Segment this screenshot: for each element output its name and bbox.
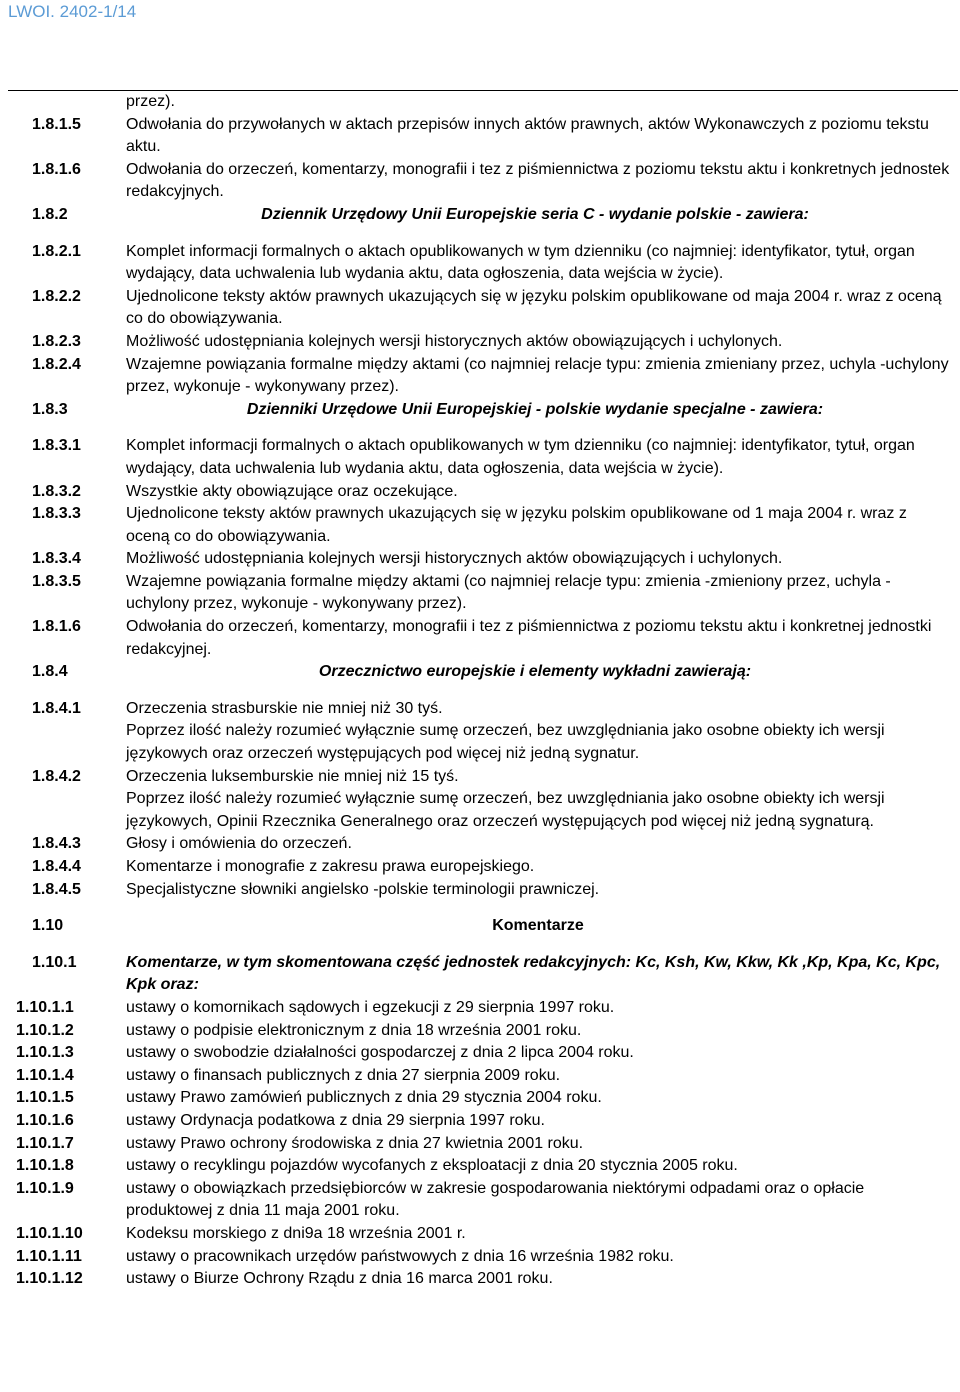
table-row bbox=[8, 503, 958, 548]
row-text: ustawy o finansach publicznych z dnia 27 sierpnia 2009 roku. bbox=[126, 1066, 561, 1084]
row-text: Głosy i omówienia do orzeczeń. bbox=[126, 835, 352, 853]
row-text: Komentarze, w tym skomentowana część jednostek redakcyjnych: Kc, Ksh, Kw, Kkw, Kk ,Kp, Kpa, Kc, Kpc, Kpk oraz: bbox=[126, 953, 941, 994]
row-text: przez). bbox=[126, 93, 175, 110]
row-text: Odwołania do przywołanych w aktach przepisów innych aktów prawnych, aktów Wykonawczych z poziomu tekstu aktu. bbox=[126, 115, 929, 156]
row-number: 1.8.2.4 bbox=[32, 355, 81, 373]
row-number: 1.10.1.11 bbox=[16, 1247, 82, 1265]
requirements-table bbox=[8, 90, 958, 1291]
row-text: Ujednolicone teksty aktów prawnych ukazujących się w języku polskim opublikowane od maja 2004 r. wraz z oceną co do obowiązywania. bbox=[126, 287, 942, 328]
row-text: Kodeksu morskiego z dni9a 18 września 2001 r. bbox=[126, 1224, 466, 1242]
row-number: 1.8.2 bbox=[32, 205, 68, 223]
row-number: 1.8.1.6 bbox=[32, 160, 81, 178]
section-heading: Dziennik Urzędowy Unii Europejskie seria C - wydanie polskie - zawiera: bbox=[261, 205, 809, 223]
row-text: ustawy Prawo ochrony środowiska z dnia 27 kwietnia 2001 roku. bbox=[126, 1134, 584, 1152]
row-text: Komplet informacji formalnych o aktach opublikowanych w tym dzienniku (co najmniej: identyfikator, tytuł, organ wydający, data uchwalenia lub wydania aktu, data ogłoszenia, data wejścia w życie). bbox=[126, 242, 915, 283]
table-row bbox=[8, 1223, 958, 1246]
row-number: 1.8.2.3 bbox=[32, 332, 81, 350]
table-row bbox=[8, 1087, 958, 1110]
row-number: 1.10.1.8 bbox=[16, 1157, 74, 1175]
row-number: 1.8.3.2 bbox=[32, 482, 81, 500]
row-number: 1.8.1.5 bbox=[32, 115, 81, 133]
table-row bbox=[8, 114, 958, 159]
row-text: Orzeczenia strasburskie nie mniej niż 30 tyś. Poprzez ilość należy rozumieć wyłącznie sumę orzeczeń, bez uwzględniania jako osobne obiekty ich wersji językowych oraz orzeczeń występujących pod więcej niż jedną sygnatur. bbox=[126, 699, 885, 763]
row-text: Ujednolicone teksty aktów prawnych ukazujących się w języku polskim opublikowane od 1 maja 2004 r. wraz z oceną co do obowiązywania. bbox=[126, 505, 907, 545]
table-row bbox=[8, 1065, 958, 1088]
section-heading: Orzecznictwo europejskie i elementy wykładni zawierają: bbox=[318, 663, 752, 681]
section-heading-row bbox=[8, 915, 958, 938]
row-number bbox=[8, 91, 120, 114]
row-text: Odwołania do orzeczeń, komentarzy, monografii i tez z piśmiennictwa z poziomu tekstu aktu i konkretnej jednostki redakcyjnej. bbox=[126, 618, 932, 658]
table-row bbox=[8, 159, 958, 204]
table-row bbox=[8, 1246, 958, 1269]
table-row bbox=[8, 1020, 958, 1043]
table-row bbox=[8, 91, 958, 114]
row-text: ustawy o pracownikach urzędów państwowych z dnia 16 września 1982 roku. bbox=[126, 1247, 674, 1265]
table-row bbox=[8, 766, 958, 834]
row-number: 1.8.3.5 bbox=[32, 572, 81, 590]
row-text: ustawy o recyklingu pojazdów wycofanych z eksploatacji z dnia 20 stycznia 2005 roku. bbox=[126, 1157, 738, 1175]
row-number: 1.8.2.2 bbox=[32, 287, 81, 305]
row-text: Orzeczenia luksemburskie nie mniej niż 15 tyś. Poprzez ilość należy rozumieć wyłącznie sumę orzeczeń, bez uwzględniania jako osobne obiekty ich wersji językowych, Opinii Rzecznika Generalnego oraz orzeczeń występujących pod więcej niż jedną sygnaturą. bbox=[126, 767, 885, 830]
row-number: 1.8.4 bbox=[32, 663, 68, 681]
row-number: 1.10.1.4 bbox=[16, 1066, 74, 1084]
section-heading-row bbox=[8, 399, 958, 422]
table-row bbox=[8, 354, 958, 399]
row-number: 1.8.1.6 bbox=[32, 618, 81, 636]
row-number: 1.8.3 bbox=[32, 400, 68, 418]
table-row bbox=[8, 833, 958, 856]
table-row bbox=[8, 481, 958, 504]
table-row bbox=[8, 698, 958, 766]
row-number: 1.10.1.3 bbox=[16, 1044, 74, 1062]
row-text: ustawy o Biurze Ochrony Rządu z dnia 16 marca 2001 roku. bbox=[126, 1270, 553, 1288]
section-heading: Komentarze bbox=[492, 917, 584, 935]
row-number: 1.10.1.2 bbox=[16, 1021, 74, 1039]
row-number: 1.8.3.4 bbox=[32, 550, 81, 568]
row-number: 1.10.1.5 bbox=[16, 1089, 74, 1107]
section-heading-row bbox=[8, 661, 958, 684]
table-row bbox=[8, 997, 958, 1020]
row-number: 1.10.1.10 bbox=[16, 1224, 83, 1242]
row-text: Wzajemne powiązania formalne między aktami (co najmniej relacje typu: zmienia -zmieniony przez, uchyla - uchylony przez, wykonuje - wykonywany przez). bbox=[126, 572, 891, 613]
row-text: ustawy o komornikach sądowych i egzekucji z 29 sierpnia 1997 roku. bbox=[126, 998, 615, 1016]
row-text: ustawy o podpisie elektronicznym z dnia 18 września 2001 roku. bbox=[126, 1021, 582, 1039]
row-text: Możliwość udostępniania kolejnych wersji historycznych aktów obowiązujących i uchylonych. bbox=[126, 332, 783, 350]
table-row bbox=[8, 548, 958, 571]
document-header: LWOI. 2402-1/14 bbox=[8, 2, 137, 21]
table-row bbox=[8, 286, 958, 331]
row-text: Komplet informacji formalnych o aktach opublikowanych w tym dzienniku (co najmniej: identyfikator, tytuł, organ wydający, data uchwalenia lub wydania aktu, data ogłoszenia, data wejścia w życie). bbox=[126, 437, 915, 477]
table-row bbox=[8, 241, 958, 286]
row-number: 1.10.1.1 bbox=[16, 998, 74, 1016]
row-number: 1.8.2.1 bbox=[32, 242, 81, 260]
row-number: 1.8.3.3 bbox=[32, 505, 81, 523]
row-text: Możliwość udostępniania kolejnych wersji historycznych aktów obowiązujących i uchylonych. bbox=[126, 550, 783, 568]
row-number: 1.10.1 bbox=[32, 953, 77, 971]
row-number: 1.10.1.9 bbox=[16, 1179, 74, 1197]
row-text: Wszystkie akty obowiązujące oraz oczekujące. bbox=[126, 482, 458, 500]
row-number: 1.8.4.1 bbox=[32, 699, 81, 717]
row-number: 1.10.1.6 bbox=[16, 1111, 74, 1129]
row-number: 1.8.4.3 bbox=[32, 835, 81, 853]
row-number: 1.8.4.5 bbox=[32, 880, 81, 898]
table-row bbox=[8, 331, 958, 354]
row-text: ustawy o swobodzie działalności gospodarczej z dnia 2 lipca 2004 roku. bbox=[126, 1044, 634, 1062]
row-text: ustawy Ordynacja podatkowa z dnia 29 sierpnia 1997 roku. bbox=[126, 1111, 545, 1129]
table-row bbox=[8, 1178, 958, 1223]
section-heading-row bbox=[8, 204, 958, 227]
row-number: 1.8.4.4 bbox=[32, 858, 81, 875]
table-row bbox=[8, 1268, 958, 1291]
table-row bbox=[8, 1042, 958, 1065]
row-number: 1.10.1.7 bbox=[16, 1134, 74, 1152]
row-number: 1.10.1.12 bbox=[16, 1270, 83, 1288]
row-number: 1.8.4.2 bbox=[32, 767, 81, 785]
row-text: Odwołania do orzeczeń, komentarzy, monografii i tez z piśmiennictwa z poziomu tekstu aktu i konkretnych jednostek redakcyjnych. bbox=[126, 160, 950, 201]
table-row bbox=[8, 1133, 958, 1156]
section-heading: Dzienniki Urzędowe Unii Europejskiej - polskie wydanie specjalne - zawiera: bbox=[246, 400, 824, 418]
row-text: ustawy Prawo zamówień publicznych z dnia 29 stycznia 2004 roku. bbox=[126, 1089, 602, 1107]
table-row bbox=[8, 571, 958, 616]
row-text: ustawy o obowiązkach przedsiębiorców w zakresie gospodarowania niektórymi odpadami oraz o opłacie produktowej z dnia 11 maja 2001 roku. bbox=[126, 1179, 865, 1220]
table-row bbox=[8, 1155, 958, 1178]
row-text: Wzajemne powiązania formalne między aktami (co najmniej relacje typu: zmienia zmieniany przez, uchyla -uchylony przez, wykonuje - wykonywany przez). bbox=[126, 355, 949, 396]
row-number: 1.8.3.1 bbox=[32, 437, 81, 455]
row-text: Komentarze i monografie z zakresu prawa europejskiego. bbox=[126, 858, 535, 875]
table-row bbox=[8, 879, 958, 902]
table-row bbox=[8, 856, 958, 879]
row-number: 1.10 bbox=[32, 917, 64, 935]
table-row bbox=[8, 435, 958, 480]
row-text: Specjalistyczne słowniki angielsko -polskie terminologii prawniczej. bbox=[126, 880, 600, 898]
table-row bbox=[8, 1110, 958, 1133]
table-row bbox=[8, 616, 958, 661]
table-row bbox=[8, 952, 958, 997]
